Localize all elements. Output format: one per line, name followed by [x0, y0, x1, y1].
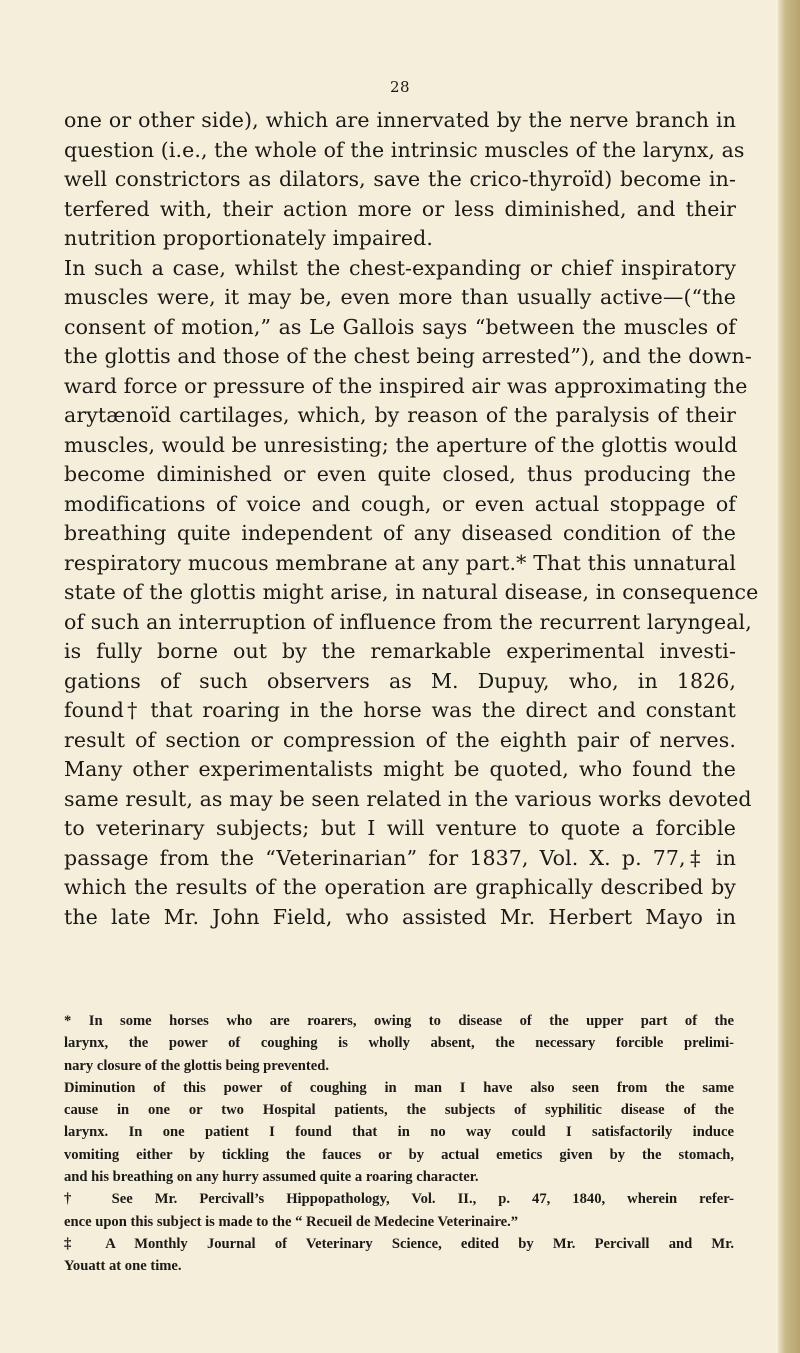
footnote-line: larynx. In one patient I found that in no way could I satisfactorily induce — [64, 1124, 734, 1141]
footnote-line: larynx, the power of coughing is wholly absent, the necessary forcible prelimi- — [64, 1035, 734, 1052]
footnote-line: * In some horses who are roarers, owing to disease of the upper part of the — [64, 1013, 734, 1029]
body-line: one or other side), which are innervated by the nerve branch in — [64, 108, 736, 132]
footnotes — [64, 1010, 734, 1278]
body-line: arytænoïd cartilages, which, by reason of the paralysis of their — [64, 403, 736, 427]
body-line: result of section or compression of the eighth pair of nerves. — [64, 727, 736, 752]
footnote-line: vomiting either by tickling the fauces or by actual emetics given by the stomach, — [64, 1146, 734, 1163]
body-line: passage from the “Veterinarian” for 1837, Vol. X. p. 77,‡ in — [64, 845, 736, 870]
body-line: question (i.e., the whole of the intrinsic muscles of the larynx, as — [64, 137, 745, 162]
body-line: Many other experimentalists might be quoted, who found the — [64, 757, 736, 781]
page-edge-shadow — [778, 0, 800, 1353]
body-line: state of the glottis might arise, in natural disease, in consequence — [64, 580, 759, 604]
page-number: 28 — [389, 78, 411, 96]
body-line: the late Mr. John Field, who assisted Mr. Herbert Mayo in — [64, 904, 736, 929]
body-line: of such an interruption of influence from the recurrent laryngeal, — [64, 609, 752, 634]
body-line: gations of such observers as M. Dupuy, who, in 1826, — [64, 668, 736, 693]
footnote-line: Youatt at one time. — [64, 1258, 182, 1275]
body-line: which the results of the operation are graphically described by — [64, 875, 736, 899]
footnote-line: ence upon this subject is made to the “ Recueil de Medecine Veterinaire.” — [64, 1213, 519, 1230]
body-line: consent of motion,” as Le Gallois says “between the muscles of — [64, 314, 736, 339]
footnote-line: † See Mr. Percivall’s Hippopathology, Vol. II., p. 47, 1840, wherein refer- — [64, 1191, 734, 1208]
body-line: ward force or pressure of the inspired air was approximating the — [64, 373, 748, 398]
body-line: the glottis and those of the chest being arrested”), and the down- — [64, 344, 752, 368]
body-line: found† that roaring in the horse was the direct and constant — [64, 698, 736, 722]
body-line: become diminished or even quite closed, thus producing the — [64, 462, 736, 486]
body-line: modifications of voice and cough, or even actual stoppage of — [64, 491, 736, 516]
footnote-line: ‡ A Monthly Journal of Veterinary Science, edited by Mr. Percivall and Mr. — [64, 1235, 734, 1252]
body-line: muscles, would be unresisting; the aperture of the glottis would — [64, 432, 738, 457]
body-line: well constrictors as dilators, save the crico-thyroïd) become in- — [64, 167, 736, 191]
body-line: In such a case, whilst the chest-expanding or chief inspiratory — [64, 255, 736, 280]
footnote-line: and his breathing on any hurry assumed quite a roaring character. — [64, 1169, 479, 1186]
body-text — [64, 106, 759, 932]
body-line: nutrition proportionately impaired. — [64, 226, 433, 250]
footnote-line: nary closure of the glottis being prevented. — [64, 1057, 329, 1074]
body-line: same result, as may be seen related in the various works devoted — [64, 786, 752, 811]
body-line: breathing quite independent of any diseased condition of the — [64, 521, 736, 545]
body-line: terfered with, their action more or less diminished, and their — [64, 196, 736, 221]
body-line: to veterinary subjects; but I will venture to quote a forcible — [64, 816, 736, 840]
body-line: is fully borne out by the remarkable experimental investi- — [64, 639, 736, 663]
body-line: muscles were, it may be, even more than usually active—(“the — [64, 285, 736, 309]
body-line: respiratory mucous membrane at any part.* That this unnatural — [64, 550, 736, 575]
footnote-line: cause in one or two Hospital patients, the subjects of syphilitic disease of the — [64, 1102, 734, 1119]
footnote-line: Diminution of this power of coughing in man I have also seen from the same — [64, 1079, 734, 1096]
